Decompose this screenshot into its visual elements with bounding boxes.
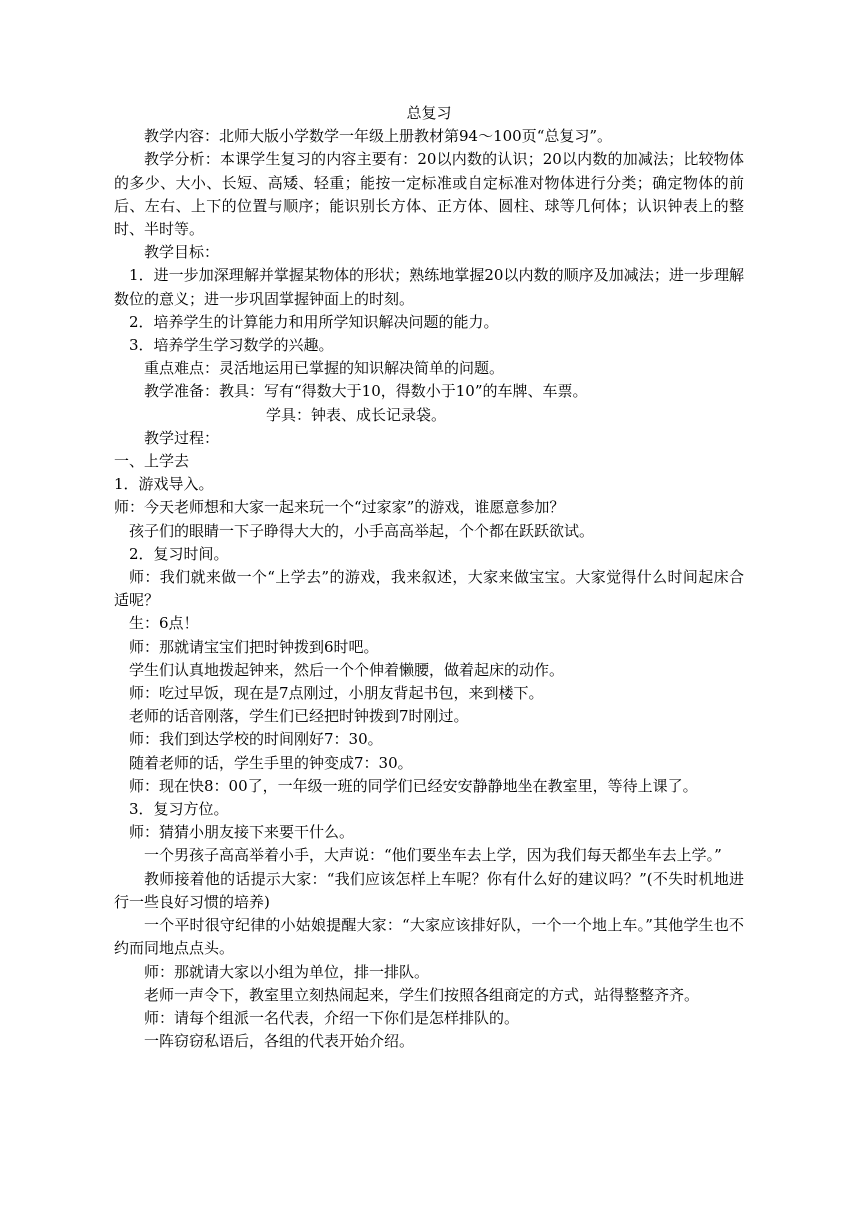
paragraph: 师：那就请大家以小组为单位，排一排队。 <box>144 962 430 981</box>
paragraph: 老师的话音刚落，学生们已经把时钟拨到7时刚过。 <box>129 707 469 726</box>
paragraph: 教学准备：教具：写有“得数大于10，得数小于10”的车牌、车票。 <box>144 382 588 401</box>
paragraph: 一、上学去 <box>114 452 190 471</box>
paragraph: 随着老师的话，学生手里的钟变成7：30。 <box>129 753 413 772</box>
paragraph: 师：我们就来做一个“上学去”的游戏，我来叙述，大家来做宝宝。大家觉得什么时间起床合适呢？ <box>114 568 744 610</box>
paragraph: 老师一声令下，教室里立刻热闹起来，学生们按照各组商定的方式，站得整整齐齐。 <box>144 985 700 1004</box>
paragraph: 教师接着他的话提示大家：“我们应该怎样上车呢？你有什么好的建议吗？”(不失时机地进行一些良好习惯的培养) <box>114 869 744 911</box>
document-title: 总复习 <box>406 104 452 122</box>
paragraph: 师：今天老师想和大家一起来玩一个“过家家”的游戏，谁愿意参加？ <box>114 498 565 517</box>
paragraph: 3．培养学生学习数学的兴趣。 <box>129 336 334 355</box>
paragraph: 师：那就请宝宝们把时钟拨到6时吧。 <box>129 637 379 656</box>
paragraph: 学生们认真地拨起钟来，然后一个个伸着懒腰，做着起床的动作。 <box>129 660 565 679</box>
paragraph: 1．进一步加深理解并掌握某物体的形状；熟练地掌握20以内数的顺序及加减法；进一步理解数位的意义；进一步巩固掌握钟面上的时刻。 <box>114 266 744 308</box>
paragraph: 教学过程： <box>144 428 220 447</box>
paragraph: 师：猜猜小朋友接下来要干什么。 <box>129 823 355 842</box>
paragraph: 2．培养学生的计算能力和用所学知识解决问题的能力。 <box>129 312 499 331</box>
paragraph: 教学分析：本课学生复习的内容主要有：20以内数的认识；20以内数的加减法；比较物体的多少、大小、长短、高矮、轻重；能按一定标准或自定标准对物体进行分类；确定物体的前后、左右、上下的位置与顺序；能识别长方体、正方体、圆柱、球等几何体；认识钟表上的整时、半时等。 <box>114 150 744 238</box>
paragraph: 师：我们到达学校的时间刚好7：30。 <box>129 730 383 749</box>
paragraph: 师：吃过早饭，现在是7点刚过，小朋友背起书包，来到楼下。 <box>129 684 544 703</box>
paragraph-list <box>114 125 744 1053</box>
paragraph: 重点难点：灵活地运用已掌握的知识解决简单的问题。 <box>144 359 505 378</box>
paragraph: 2．复习时间。 <box>129 544 229 563</box>
paragraph: 教学目标： <box>144 243 220 262</box>
paragraph: 师：现在快8：00了，一年级一班的同学们已经安安静静地坐在教室里，等待上课了。 <box>129 776 698 795</box>
paragraph: 生：6点！ <box>129 614 199 633</box>
paragraph: 学具：钟表、成长记录袋。 <box>266 405 447 424</box>
paragraph: 1．游戏导入。 <box>114 475 214 494</box>
paragraph: 一个男孩子高高举着小手，大声说：“他们要坐车去上学，因为我们每天都坐车去上学。” <box>144 846 722 865</box>
document-body <box>114 102 744 1053</box>
paragraph: 一个平时很守纪律的小姑娘提醒大家：“大家应该排好队，一个一个地上车。”其他学生也不约而同地点点头。 <box>114 916 744 958</box>
paragraph: 一阵窃窃私语后，各组的代表开始介绍。 <box>144 1032 415 1051</box>
paragraph: 师：请每个组派一名代表，介绍一下你们是怎样排队的。 <box>144 1008 520 1027</box>
paragraph: 3．复习方位。 <box>129 800 229 819</box>
paragraph: 教学内容：北师大版小学数学一年级上册教材第94～100页“总复习”。 <box>144 127 613 146</box>
paragraph: 孩子们的眼睛一下子睁得大大的，小手高高举起，个个都在跃跃欲试。 <box>129 521 595 540</box>
